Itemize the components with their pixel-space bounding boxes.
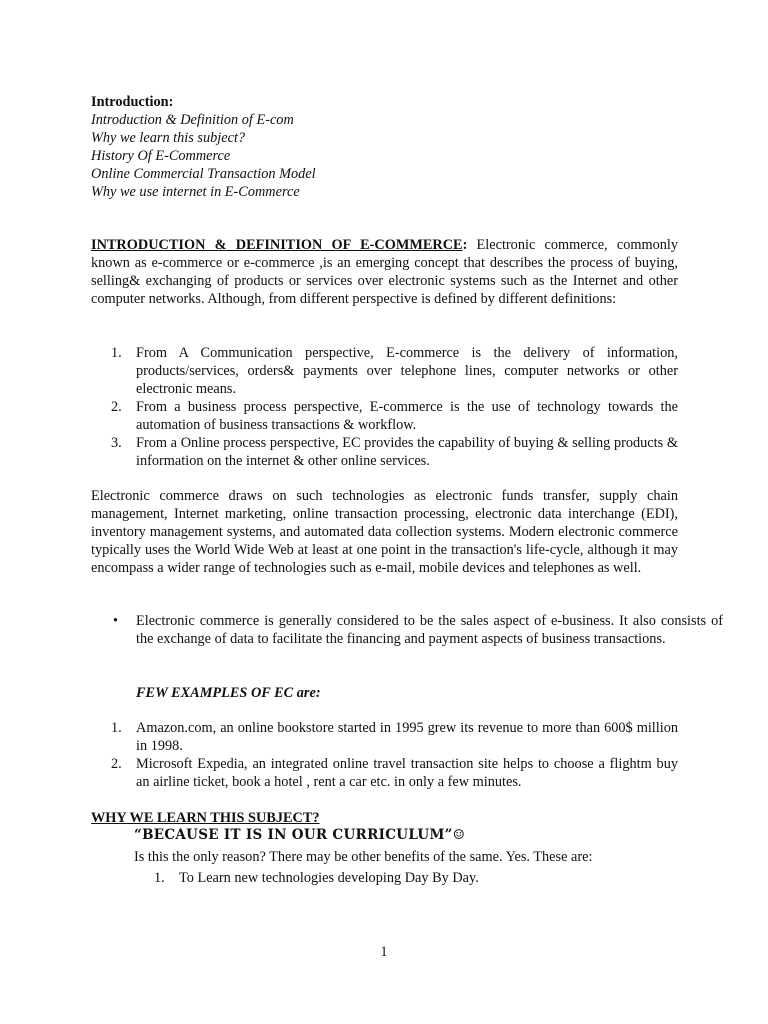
list-item-text: To Learn new technologies developing Day By Day. (179, 870, 479, 886)
list-number: 3. (111, 435, 122, 451)
why-question: Is this the only reason? There may be other benefits of the same. Yes. These are: (134, 849, 593, 865)
definition-paragraph (91, 236, 678, 308)
bullet-text: Electronic commerce is generally considered to be the sales aspect of e-business. It also consists of the exchange of data to facilitate the financing and payment aspects of business transactions. (136, 613, 723, 647)
list-number: 1. (111, 720, 122, 736)
curriculum-line: “BECAUSE IT IS IN OUR CURRICULUM”☺ (134, 827, 466, 843)
why-heading: WHY WE LEARN THIS SUBJECT? (91, 810, 320, 826)
outline-item: Online Commercial Transaction Model (91, 166, 316, 182)
perspectives-list (91, 344, 678, 470)
list-item-text: From a business process perspective, E-commerce is the use of technology towards the automation of business transactions & workflow. (136, 399, 678, 433)
list-number: 1. (111, 345, 122, 361)
list-item-text: From A Communication perspective, E-commerce is the delivery of information, products/services, orders& payments over telephone lines, computer networks or other electronic means. (136, 345, 678, 397)
list-item-text: Microsoft Expedia, an integrated online travel transaction site helps to choose a flightm buy an airline ticket, book a hotel , rent a car etc. in only a few minutes. (136, 756, 678, 790)
definition-colon: : (462, 237, 468, 253)
list-item (91, 398, 678, 434)
bullet-icon: • (113, 613, 119, 629)
list-number: 1. (154, 870, 165, 886)
outline-item: Why we learn this subject? (91, 130, 246, 146)
why-list (134, 869, 678, 887)
outline-item: Why we use internet in E-Commerce (91, 184, 300, 200)
definition-heading: INTRODUCTION & DEFINITION OF E-COMMERCE (91, 237, 463, 253)
list-item (134, 869, 678, 887)
intro-outline (91, 93, 678, 201)
outline-item: History Of E-Commerce (91, 148, 231, 164)
page-number: 1 (380, 944, 388, 960)
definition-text: Electronic commerce, commonly known as e-commerce or e-commerce ,is an emerging concept that describes the process of buying, selling& exchanging of products or services over electronic systems such as the Internet and other computer networks. Although, from different perspective is defined by different definitions: (91, 237, 678, 307)
examples-heading: FEW EXAMPLES OF EC are: (136, 685, 321, 701)
list-item (91, 344, 678, 398)
technologies-paragraph: Electronic commerce draws on such technologies as electronic funds transfer, supply chain management, Internet marketing, online transaction processing, electronic data interchange (EDI), inventory management systems, and automated data collection systems. Modern electronic commerce typically uses the World Wide Web at least at one point in the transaction's life-cycle, although it may encompass a wider range of technologies such as e-mail, mobile devices and telephones as well. (91, 488, 678, 576)
list-item (91, 755, 678, 791)
list-item (91, 434, 678, 470)
list-number: 2. (111, 399, 122, 415)
examples-list (91, 719, 678, 791)
list-item (91, 719, 678, 755)
list-number: 2. (111, 756, 122, 772)
list-item-text: From a Online process perspective, EC provides the capability of buying & selling products & information on the internet & other online services. (136, 435, 678, 469)
bullet-item (91, 612, 723, 648)
outline-heading: Introduction: (91, 94, 174, 110)
list-item-text: Amazon.com, an online bookstore started in 1995 grew its revenue to more than 600$ million in 1998. (136, 720, 678, 754)
outline-item: Introduction & Definition of E-com (91, 112, 294, 128)
